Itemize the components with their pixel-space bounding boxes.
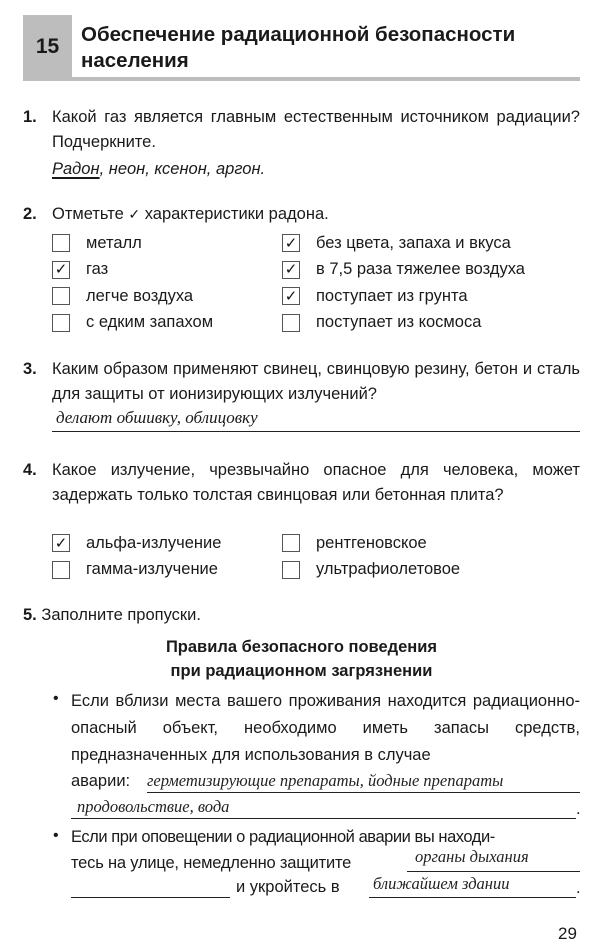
bullet2-answer-field-1-cont[interactable] (71, 874, 230, 898)
header-underline-bar (23, 77, 580, 81)
q1-option-neon[interactable]: неон (108, 160, 146, 178)
q5-subtitle-line2: при радиационном загрязнении (170, 662, 433, 680)
q3-answer-field[interactable] (52, 406, 580, 432)
checkbox-unchecked[interactable] (52, 287, 70, 305)
checkbox-unchecked[interactable] (52, 234, 70, 252)
q5-text: Заполните пропуски. (41, 606, 201, 624)
q4-left-options (52, 530, 221, 583)
checkbox-option[interactable] (282, 530, 460, 557)
bullet2-answer-field-2[interactable] (369, 874, 576, 898)
q3-answer: делают обшивку, облицовку (56, 408, 258, 427)
q3-text: Каким образом применяют свинец, свинцовую резину, бетон и сталь для защиты от ионизирующих излучений? (52, 360, 580, 403)
bullet1-answer-field-2[interactable] (71, 795, 576, 819)
checkbox-option[interactable] (52, 530, 221, 557)
bullet1-answer-2: продовольствие, вода (77, 797, 230, 816)
checkmark-icon: ✓ (54, 261, 68, 279)
checkbox-label: поступает из грунта (316, 286, 468, 305)
q2-text: Отметьте ✓ характеристики радона. (52, 205, 329, 223)
bullet1-lead: аварии: (71, 772, 131, 790)
lesson-number: 15 (35, 35, 60, 58)
bullet1-text: Если вблизи места вашего проживания находится радиационно-опасный объект, необходимо иметь запасы средств, предназначенных для использования в случае (71, 692, 580, 764)
checkbox-option[interactable] (282, 257, 525, 284)
checkbox-label: в 7,5 раза тяжелее воздуха (316, 260, 525, 279)
bullet-icon: • (53, 827, 59, 844)
checkbox-option[interactable] (52, 283, 213, 310)
checkbox-label: альфа-излучение (86, 533, 222, 552)
bullet2-text-line2: тесь на улице, немедленно защитите (71, 854, 352, 872)
checkbox-option[interactable] (52, 557, 221, 584)
lesson-title: Обеспечение радиационной безопасности населения (81, 23, 516, 72)
checkbox-unchecked[interactable] (52, 314, 70, 332)
checkbox-unchecked[interactable] (52, 561, 70, 579)
checkbox-option[interactable] (282, 230, 525, 257)
checkbox-label: ультрафиолетовое (316, 560, 461, 579)
q4-text: Какое излучение, чрезвычайно опасное для человека, может задержать только толстая свинцовая или бетонная плита? (52, 461, 580, 504)
checkmark-icon: ✓ (284, 234, 298, 252)
bullet1-end: . (576, 800, 581, 818)
checkmark-icon: ✓ (128, 206, 141, 222)
checkbox-unchecked[interactable] (282, 314, 300, 332)
bullet2-end: . (576, 879, 581, 897)
checkbox-checked[interactable] (282, 287, 300, 305)
checkbox-option[interactable] (282, 557, 460, 584)
q1-option-xenon[interactable]: ксенон (154, 160, 207, 178)
bullet1-answer-1: герметизирующие препараты, йодные препараты (147, 771, 504, 790)
checkmark-icon: ✓ (284, 287, 298, 305)
checkbox-option[interactable] (282, 283, 525, 310)
checkbox-checked[interactable] (282, 261, 300, 279)
q1-option-radon[interactable]: Радон (52, 160, 100, 178)
checkbox-label: газ (86, 260, 109, 279)
checkbox-unchecked[interactable] (282, 561, 300, 579)
q2-right-options (282, 230, 525, 336)
checkbox-label: без цвета, запаха и вкуса (316, 233, 511, 252)
checkmark-icon: ✓ (54, 534, 68, 552)
bullet1-answer-field-1[interactable] (147, 769, 580, 793)
q5-number: 5. (23, 606, 37, 624)
q5-subtitle (23, 635, 580, 683)
checkbox-label: металл (86, 233, 142, 252)
q1-options: Радон, неон, ксенон, аргон. (52, 160, 266, 178)
q4-right-options (282, 530, 460, 583)
checkbox-label: гамма-излучение (86, 560, 218, 579)
checkbox-label: легче воздуха (86, 286, 194, 305)
checkbox-option[interactable] (282, 310, 525, 337)
q1-number: 1. (23, 108, 37, 126)
checkbox-checked[interactable] (282, 234, 300, 252)
checkmark-icon: ✓ (284, 261, 298, 279)
checkbox-label: рентгеновское (316, 533, 427, 552)
checkbox-label: поступает из космоса (316, 313, 482, 332)
q4-number: 4. (23, 461, 37, 479)
q1-option-argon[interactable]: аргон (215, 160, 261, 178)
checkbox-checked[interactable] (52, 261, 70, 279)
q5-heading (23, 603, 201, 628)
bullet2-answer-2: ближайшем здании (373, 874, 510, 893)
q5-subtitle-line1: Правила безопасного поведения (165, 638, 438, 656)
q1-text: Какой газ является главным естественным источником радиации? Подчеркните. (52, 108, 580, 151)
bullet2-text-line1: Если при оповещении о радиационной аварии вы находи- (71, 828, 495, 846)
bullet2-answer-field-1[interactable] (407, 847, 580, 872)
q2-number: 2. (23, 205, 37, 223)
checkbox-option[interactable] (52, 257, 213, 284)
bullet2-answer-1: органы дыхания (415, 847, 529, 866)
checkbox-option[interactable] (52, 310, 213, 337)
bullet-icon: • (53, 690, 59, 707)
page-number: 29 (558, 924, 577, 943)
checkbox-label: с едким запахом (86, 313, 214, 332)
q2-left-options (52, 230, 213, 336)
checkbox-unchecked[interactable] (282, 534, 300, 552)
checkbox-option[interactable] (52, 230, 213, 257)
q3-number: 3. (23, 360, 37, 378)
checkbox-checked[interactable] (52, 534, 70, 552)
bullet2-middle: и укройтесь в (236, 878, 340, 896)
